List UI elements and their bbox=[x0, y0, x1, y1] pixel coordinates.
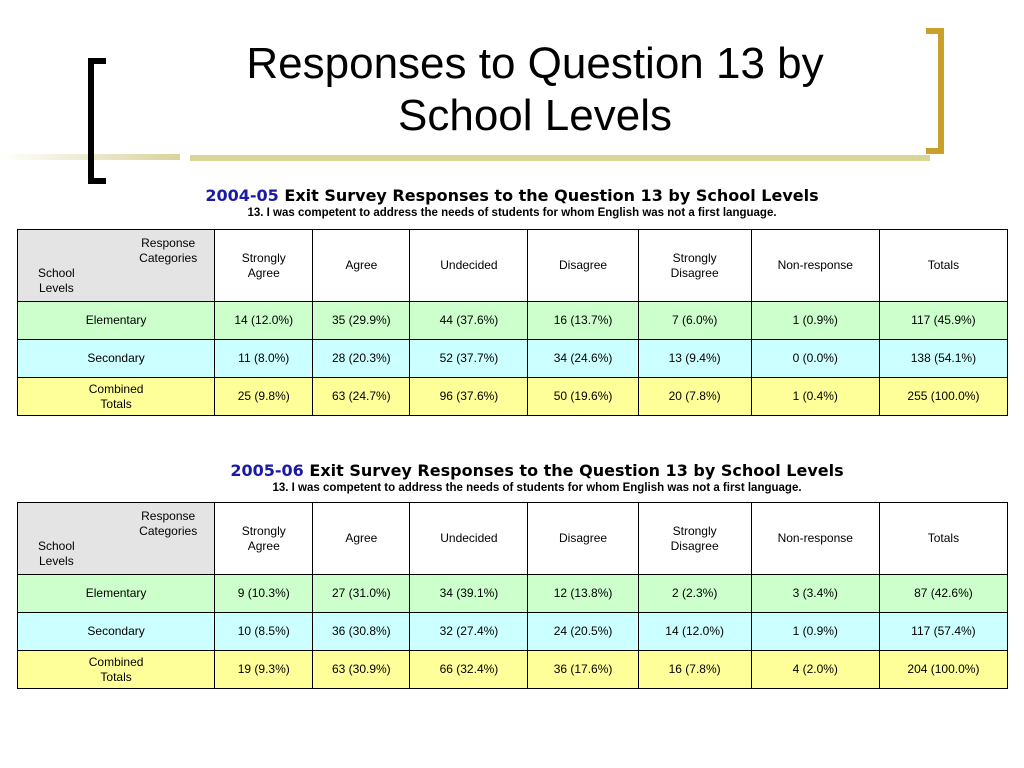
table-cell: 9 (10.3%) bbox=[215, 575, 313, 613]
table-cell: 63 (24.7%) bbox=[313, 378, 410, 416]
table-cell: 0 (0.0%) bbox=[751, 340, 879, 378]
table-cell: 10 (8.5%) bbox=[215, 613, 313, 651]
table-cell: 96 (37.6%) bbox=[410, 378, 528, 416]
table-cell: 117 (57.4%) bbox=[879, 613, 1007, 651]
corner-top-line1: Response bbox=[141, 236, 196, 250]
col-header-strongly-agree: Strongly Agree bbox=[215, 230, 313, 302]
table-cell: 28 (20.3%) bbox=[313, 340, 410, 378]
table-cell: 19 (9.3%) bbox=[215, 651, 313, 689]
col-header-undecided: Undecided bbox=[410, 503, 528, 575]
table-cell: 14 (12.0%) bbox=[215, 302, 313, 340]
table-title bbox=[0, 186, 1024, 205]
table-cell: 1 (0.9%) bbox=[751, 302, 879, 340]
table-title-text: Exit Survey Responses to the Question 13 by School Levels bbox=[284, 186, 819, 205]
corner-top-line2: Categories bbox=[139, 524, 198, 538]
col-header-undecided: Undecided bbox=[410, 230, 528, 302]
table-cell: 13 (9.4%) bbox=[638, 340, 751, 378]
table-row-combined-totals bbox=[18, 378, 1008, 416]
corner-left-line2: Levels bbox=[39, 554, 74, 568]
col-header-disagree: Disagree bbox=[528, 503, 638, 575]
table-row-combined-totals bbox=[18, 651, 1008, 689]
table-cell: 34 (24.6%) bbox=[528, 340, 638, 378]
table-cell: 24 (20.5%) bbox=[528, 613, 638, 651]
table-cell: 87 (42.6%) bbox=[879, 575, 1007, 613]
corner-left-line2: Levels bbox=[39, 281, 74, 295]
table-row-secondary bbox=[18, 613, 1008, 651]
col-header-totals: Totals bbox=[879, 503, 1007, 575]
col-header-non-response: Non-response bbox=[751, 503, 879, 575]
table-cell: 12 (13.8%) bbox=[528, 575, 638, 613]
left-bracket-decoration bbox=[88, 58, 106, 184]
col-header-totals: Totals bbox=[879, 230, 1007, 302]
slide-title bbox=[160, 38, 910, 142]
table-caption-2004 bbox=[0, 186, 1024, 219]
table-cell: 44 (37.6%) bbox=[410, 302, 528, 340]
table-title-text: Exit Survey Responses to the Question 13 by School Levels bbox=[309, 461, 844, 480]
survey-question: 13. I was competent to address the needs of students for whom English was not a first language. bbox=[247, 207, 777, 219]
table-cell: 35 (29.9%) bbox=[313, 302, 410, 340]
table-cell: 7 (6.0%) bbox=[638, 302, 751, 340]
table-cell: 50 (19.6%) bbox=[528, 378, 638, 416]
row-label: Elementary bbox=[18, 302, 215, 340]
table-cell: 66 (32.4%) bbox=[410, 651, 528, 689]
corner-left-line1: School bbox=[38, 266, 75, 280]
table-year: 2005-06 bbox=[230, 461, 304, 480]
table-cell: 16 (13.7%) bbox=[528, 302, 638, 340]
table-caption-2005 bbox=[25, 461, 1024, 494]
table-title bbox=[25, 461, 1024, 480]
table-cell: 1 (0.9%) bbox=[751, 613, 879, 651]
corner-left-line1: School bbox=[38, 539, 75, 553]
col-header-agree: Agree bbox=[313, 230, 410, 302]
row-label: Combined Totals bbox=[18, 378, 215, 416]
col-header-strongly-agree: Strongly Agree bbox=[215, 503, 313, 575]
slide-title-line1: Responses to Question 13 by bbox=[246, 39, 824, 88]
table-cell: 11 (8.0%) bbox=[215, 340, 313, 378]
survey-table-2005 bbox=[17, 502, 1008, 689]
col-header-disagree: Disagree bbox=[528, 230, 638, 302]
corner-top-line2: Categories bbox=[139, 251, 198, 265]
table-cell: 117 (45.9%) bbox=[879, 302, 1007, 340]
col-header-strongly-disagree: Strongly Disagree bbox=[638, 230, 751, 302]
table-cell: 1 (0.4%) bbox=[751, 378, 879, 416]
table-year: 2004-05 bbox=[205, 186, 279, 205]
response-categories-label bbox=[139, 509, 197, 539]
row-label: Elementary bbox=[18, 575, 215, 613]
table-cell: 52 (37.7%) bbox=[410, 340, 528, 378]
col-header-non-response: Non-response bbox=[751, 230, 879, 302]
table-cell: 3 (3.4%) bbox=[751, 575, 879, 613]
header-row bbox=[18, 503, 1008, 575]
table-cell: 138 (54.1%) bbox=[879, 340, 1007, 378]
slide-title-line2: School Levels bbox=[398, 91, 672, 140]
table-cell: 14 (12.0%) bbox=[638, 613, 751, 651]
table-cell: 63 (30.9%) bbox=[313, 651, 410, 689]
school-levels-label bbox=[38, 539, 75, 569]
table-cell: 34 (39.1%) bbox=[410, 575, 528, 613]
right-bracket-decoration bbox=[926, 28, 944, 154]
table-cell: 204 (100.0%) bbox=[879, 651, 1007, 689]
row-label: Secondary bbox=[18, 613, 215, 651]
table-cell: 36 (30.8%) bbox=[313, 613, 410, 651]
table-cell: 16 (7.8%) bbox=[638, 651, 751, 689]
title-underline bbox=[190, 155, 930, 161]
table-row-secondary bbox=[18, 340, 1008, 378]
school-levels-label bbox=[38, 266, 75, 296]
corner-header-cell bbox=[18, 503, 215, 575]
survey-question: 13. I was competent to address the needs of students for whom English was not a first language. bbox=[272, 482, 802, 494]
response-categories-label bbox=[139, 236, 197, 266]
table-cell: 20 (7.8%) bbox=[638, 378, 751, 416]
table-row-elementary bbox=[18, 575, 1008, 613]
row-label: Combined Totals bbox=[18, 651, 215, 689]
table-cell: 4 (2.0%) bbox=[751, 651, 879, 689]
table-cell: 2 (2.3%) bbox=[638, 575, 751, 613]
table-cell: 36 (17.6%) bbox=[528, 651, 638, 689]
table-row-elementary bbox=[18, 302, 1008, 340]
table-cell: 32 (27.4%) bbox=[410, 613, 528, 651]
table-cell: 255 (100.0%) bbox=[879, 378, 1007, 416]
survey-table-2004 bbox=[17, 229, 1008, 416]
header-row bbox=[18, 230, 1008, 302]
corner-top-line1: Response bbox=[141, 509, 196, 523]
row-label: Secondary bbox=[18, 340, 215, 378]
col-header-strongly-disagree: Strongly Disagree bbox=[638, 503, 751, 575]
corner-header-cell bbox=[18, 230, 215, 302]
table-cell: 27 (31.0%) bbox=[313, 575, 410, 613]
col-header-agree: Agree bbox=[313, 503, 410, 575]
table-cell: 25 (9.8%) bbox=[215, 378, 313, 416]
